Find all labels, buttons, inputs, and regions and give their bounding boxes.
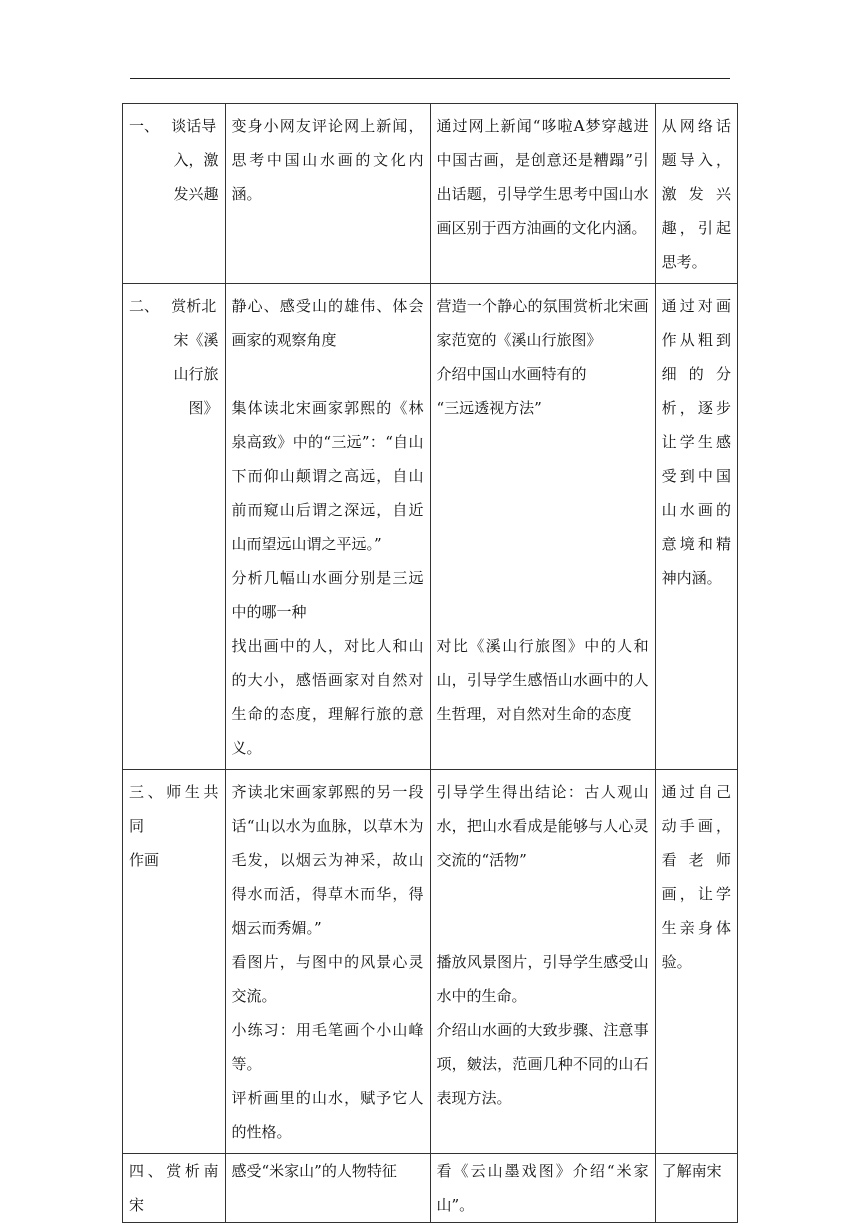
teacher-activity: 通过网上新闻“哆啦A梦穿越进中国古画，是创意还是糟蹋”引出话题，引导学生思考中国山水画区别于西方油画的文化内涵。: [436, 117, 649, 237]
student-activity-cell: [225, 1154, 430, 1223]
lesson-plan-table: [122, 103, 738, 1223]
teacher-activity: 播放风景图片，引导学生感受山水中的生命。: [436, 953, 649, 1005]
teacher-activity-cell: [430, 104, 655, 284]
teacher-activity: “三远透视方法”: [436, 399, 542, 417]
stage-line: 宋《溪: [173, 331, 219, 349]
student-activity: 分析几幅山水画分别是三远中的哪一种: [231, 569, 424, 621]
stage-line: 一、 谈话导: [129, 117, 217, 135]
student-activity: 静心、感受山的雄伟、体会画家的观察角度: [231, 297, 424, 349]
design-intent-cell: [655, 104, 737, 284]
teacher-activity: 营造一个静心的氛围赏析北宋画家范宽的《溪山行旅图》: [436, 297, 649, 349]
stage-line: 山行旅: [173, 365, 219, 383]
stage-line: 二、 赏析北: [129, 297, 217, 315]
student-activity: 感受“米家山”的人物特征: [231, 1162, 397, 1180]
teacher-activity: 介绍山水画的大致步骤、注意事项，皴法，范画几种不同的山石表现方法。: [436, 1021, 649, 1107]
student-activity: 集体读北宋画家郭熙的《林泉高致》中的“三远”：“自山下而仰山颠谓之高远，自山前而窥山后谓之深远，自近山而望远山谓之平远。”: [231, 399, 424, 553]
design-intent-cell: [655, 284, 737, 770]
design-intent: 通过自己动手画，看老师画，让学生亲身体验。: [661, 783, 731, 971]
teacher-activity-cell: [430, 770, 655, 1154]
student-activity: 找出画中的人，对比人和山的大小，感悟画家对自然对生命的态度，理解行旅的意义。: [231, 637, 424, 757]
stage-cell: [123, 104, 226, 284]
design-intent-cell: [655, 770, 737, 1154]
design-intent: 从网络话题导入，激发兴趣，引起思考。: [661, 117, 731, 271]
design-intent-cell: [655, 1154, 737, 1223]
design-intent: 了解南宋: [661, 1162, 722, 1180]
teacher-activity-cell: [430, 1154, 655, 1223]
student-activity: 齐读北宋画家郭熙的另一段话“山以水为血脉，以草木为毛发，以烟云为神采，故山得水而活，得草木而华，得烟云而秀媚。”: [231, 783, 424, 937]
table-row: [123, 770, 738, 1154]
stage-line: 发兴趣: [173, 185, 219, 203]
student-activity-cell: [225, 104, 430, 284]
stage-cell: [123, 770, 226, 1154]
stage-line: 四、赏析南宋: [129, 1162, 219, 1214]
student-activity: 评析画里的山水，赋予它人的性格。: [231, 1089, 424, 1141]
stage-cell: [123, 1154, 226, 1223]
student-activity-cell: [225, 284, 430, 770]
stage-line: 作画: [129, 851, 160, 869]
design-intent: 通过对画作从粗到细的分析，逐步让学生感受到中国山水画的意境和精神内涵。: [661, 297, 731, 587]
table-row: [123, 284, 738, 770]
teacher-activity: 介绍中国山水画特有的: [436, 365, 587, 383]
student-activity: 看图片，与图中的风景心灵交流。: [231, 953, 424, 1005]
table-row: [123, 1154, 738, 1223]
teacher-activity-cell: [430, 284, 655, 770]
student-activity-cell: [225, 770, 430, 1154]
stage-line: 图》: [188, 399, 219, 417]
table-row: [123, 104, 738, 284]
stage-cell: [123, 284, 226, 770]
teacher-activity: 对比《溪山行旅图》中的人和山，引导学生感悟山水画中的人生哲理，对自然对生命的态度: [436, 637, 649, 723]
stage-line: 入，激: [173, 151, 219, 169]
header-rule: [130, 78, 730, 79]
teacher-activity: 引导学生得出结论：古人观山水，把山水看成是能够与人心灵交流的“活物”: [436, 783, 649, 869]
teacher-activity: 看《云山墨戏图》介绍“米家山”。: [436, 1162, 649, 1214]
student-activity: 小练习：用毛笔画个小山峰等。: [231, 1021, 424, 1073]
stage-line: 三、师生共同: [129, 783, 219, 835]
student-activity: 变身小网友评论网上新闻，思考中国山水画的文化内涵。: [231, 117, 424, 203]
